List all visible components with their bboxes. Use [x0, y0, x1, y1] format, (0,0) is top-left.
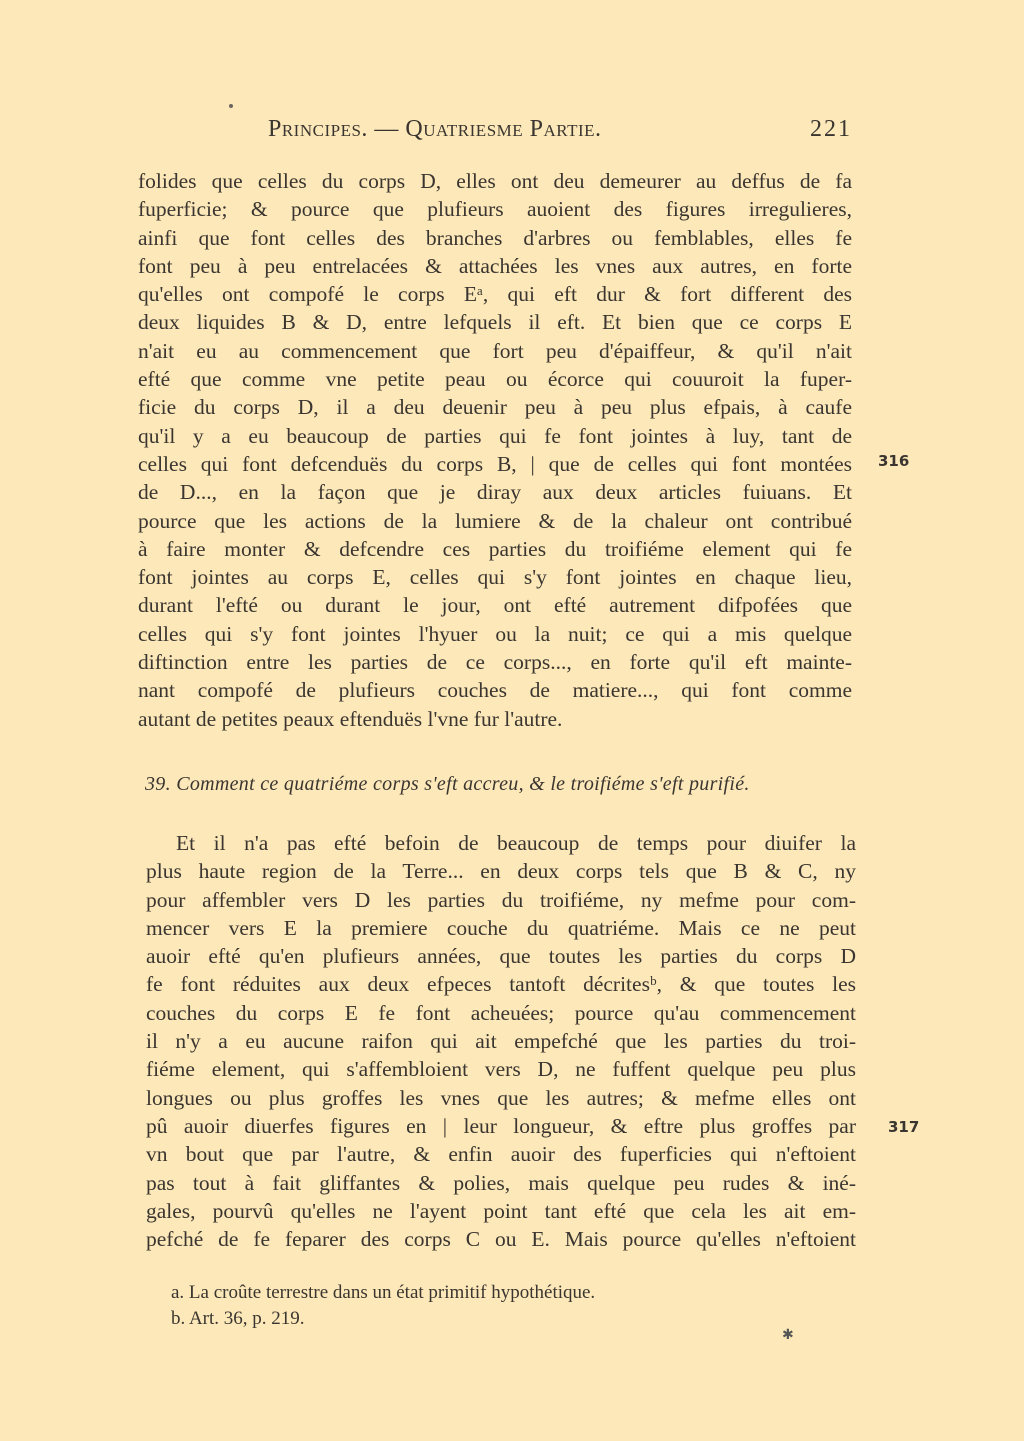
text-line: font peu à peu entrelacées & attachées les vnes aux autres, en forte: [138, 253, 852, 278]
text-line: qu'elles ont compofé le corps Eᵃ, qui eft dur & fort different des: [138, 282, 852, 307]
text-line: font jointes au corps E, celles qui s'y font jointes en chaque lieu,: [138, 565, 852, 590]
text-line: pas tout à fait gliffantes & polies, mais quelque peu rudes & iné-: [146, 1170, 856, 1195]
text-line: à faire monter & defcendre ces parties du troifiéme element qui fe: [138, 536, 852, 561]
text-line: longues ou plus groffes les vnes que les autres; & mefme elles ont: [146, 1085, 856, 1110]
margin-page-ref: 316: [878, 452, 910, 470]
footnote-a: a. La croûte terrestre dans un état primitif hypothétique.: [171, 1282, 596, 1303]
text-line: durant l'efté ou durant le jour, ont efté autrement difpofées que: [138, 593, 852, 618]
text-line: il n'y a eu aucune raifon qui ait empefché que les parties du troi-: [146, 1029, 856, 1054]
text-line: diftinction entre les parties de ce corps..., en forte qu'il eft mainte-: [138, 650, 852, 675]
paragraph-2: [146, 829, 856, 1253]
footnotes: [171, 1280, 595, 1332]
text-line: fe font réduites aux deux efpeces tantoft décritesᵇ, & que toutes les: [146, 972, 856, 997]
text-line: autant de petites peaux eftenduës l'vne fur l'autre.: [138, 706, 563, 731]
text-line: celles qui font defcenduës du corps B, | que de celles qui font montées: [138, 451, 852, 476]
running-header: [268, 116, 852, 148]
page-number: 221: [810, 116, 852, 142]
text-line: couches du corps E fe font acheuées; pource qu'au commencement: [146, 1000, 856, 1025]
footnote-b: b. Art. 36, p. 219.: [171, 1308, 305, 1329]
text-line: pû auoir diuerfes figures en | leur longueur, & eftre plus groffes par: [146, 1113, 856, 1138]
text-line: pource que les actions de la lumiere & de la chaleur ont contribué: [138, 508, 852, 533]
decorative-dot: [229, 104, 233, 108]
margin-page-ref: 317: [888, 1118, 920, 1136]
section-heading: 39. Comment ce quatriéme corps s'eft accreu, & le troifiéme s'eft purifié.: [145, 773, 750, 795]
text-line: nant compofé de plufieurs couches de matiere..., qui font comme: [138, 678, 852, 703]
text-line: celles qui s'y font jointes l'hyuer ou la nuit; ce qui a mis quelque: [138, 621, 852, 646]
text-line: pour affembler vers D les parties du troifiéme, ny mefme pour com-: [146, 887, 856, 912]
text-line: mencer vers E la premiere couche du quatriéme. Mais ce ne peut: [146, 915, 856, 940]
header-title: Principes. — Quatriesme Partie.: [268, 116, 602, 142]
text-line: qu'il y a eu beaucoup de parties qui fe font jointes à luy, tant de: [138, 423, 852, 448]
text-line: folides que celles du corps D, elles ont deu demeurer au deffus de fa: [138, 169, 852, 193]
text-line: ainfi que font celles des branches d'arbres ou femblables, elles fe: [138, 225, 852, 250]
text-line: de D..., en la façon que je diray aux deux articles fuiuans. Et: [138, 480, 852, 505]
text-line: vn bout que par l'autre, & enfin auoir des fuperficies qui n'eftoient: [146, 1142, 856, 1167]
text-line: fuperficie; & pource que plufieurs auoient des figures irregulieres,: [138, 197, 852, 222]
text-line: Et il n'a pas efté befoin de beaucoup de temps pour diuifer la: [176, 831, 856, 855]
text-line: auoir efté qu'en plufieurs années, que toutes les parties du corps D: [146, 944, 856, 969]
text-line: n'ait eu au commencement que fort peu d'épaiffeur, & qu'il n'ait: [138, 338, 852, 363]
text-line: pefché de fe feparer des corps C ou E. Mais pource qu'elles n'eftoient: [146, 1227, 856, 1252]
paragraph-1: [138, 167, 852, 733]
text-line: gales, pourvû qu'elles ne l'ayent point tant efté que cela les ait em-: [146, 1198, 856, 1223]
asterisk-mark-icon: ✱: [782, 1328, 794, 1343]
text-line: deux liquides B & D, entre lefquels il eft. Et bien que ce corps E: [138, 310, 852, 335]
text-line: efté que comme vne petite peau ou écorce qui couuroit la fuper-: [138, 367, 852, 392]
text-line: plus haute region de la Terre... en deux corps tels que B & C, ny: [146, 859, 856, 884]
text-line: fiéme element, qui s'affembloient vers D, ne fuffent quelque peu plus: [146, 1057, 856, 1082]
text-line: ficie du corps D, il a deu deuenir peu à peu plus efpais, à caufe: [138, 395, 852, 420]
